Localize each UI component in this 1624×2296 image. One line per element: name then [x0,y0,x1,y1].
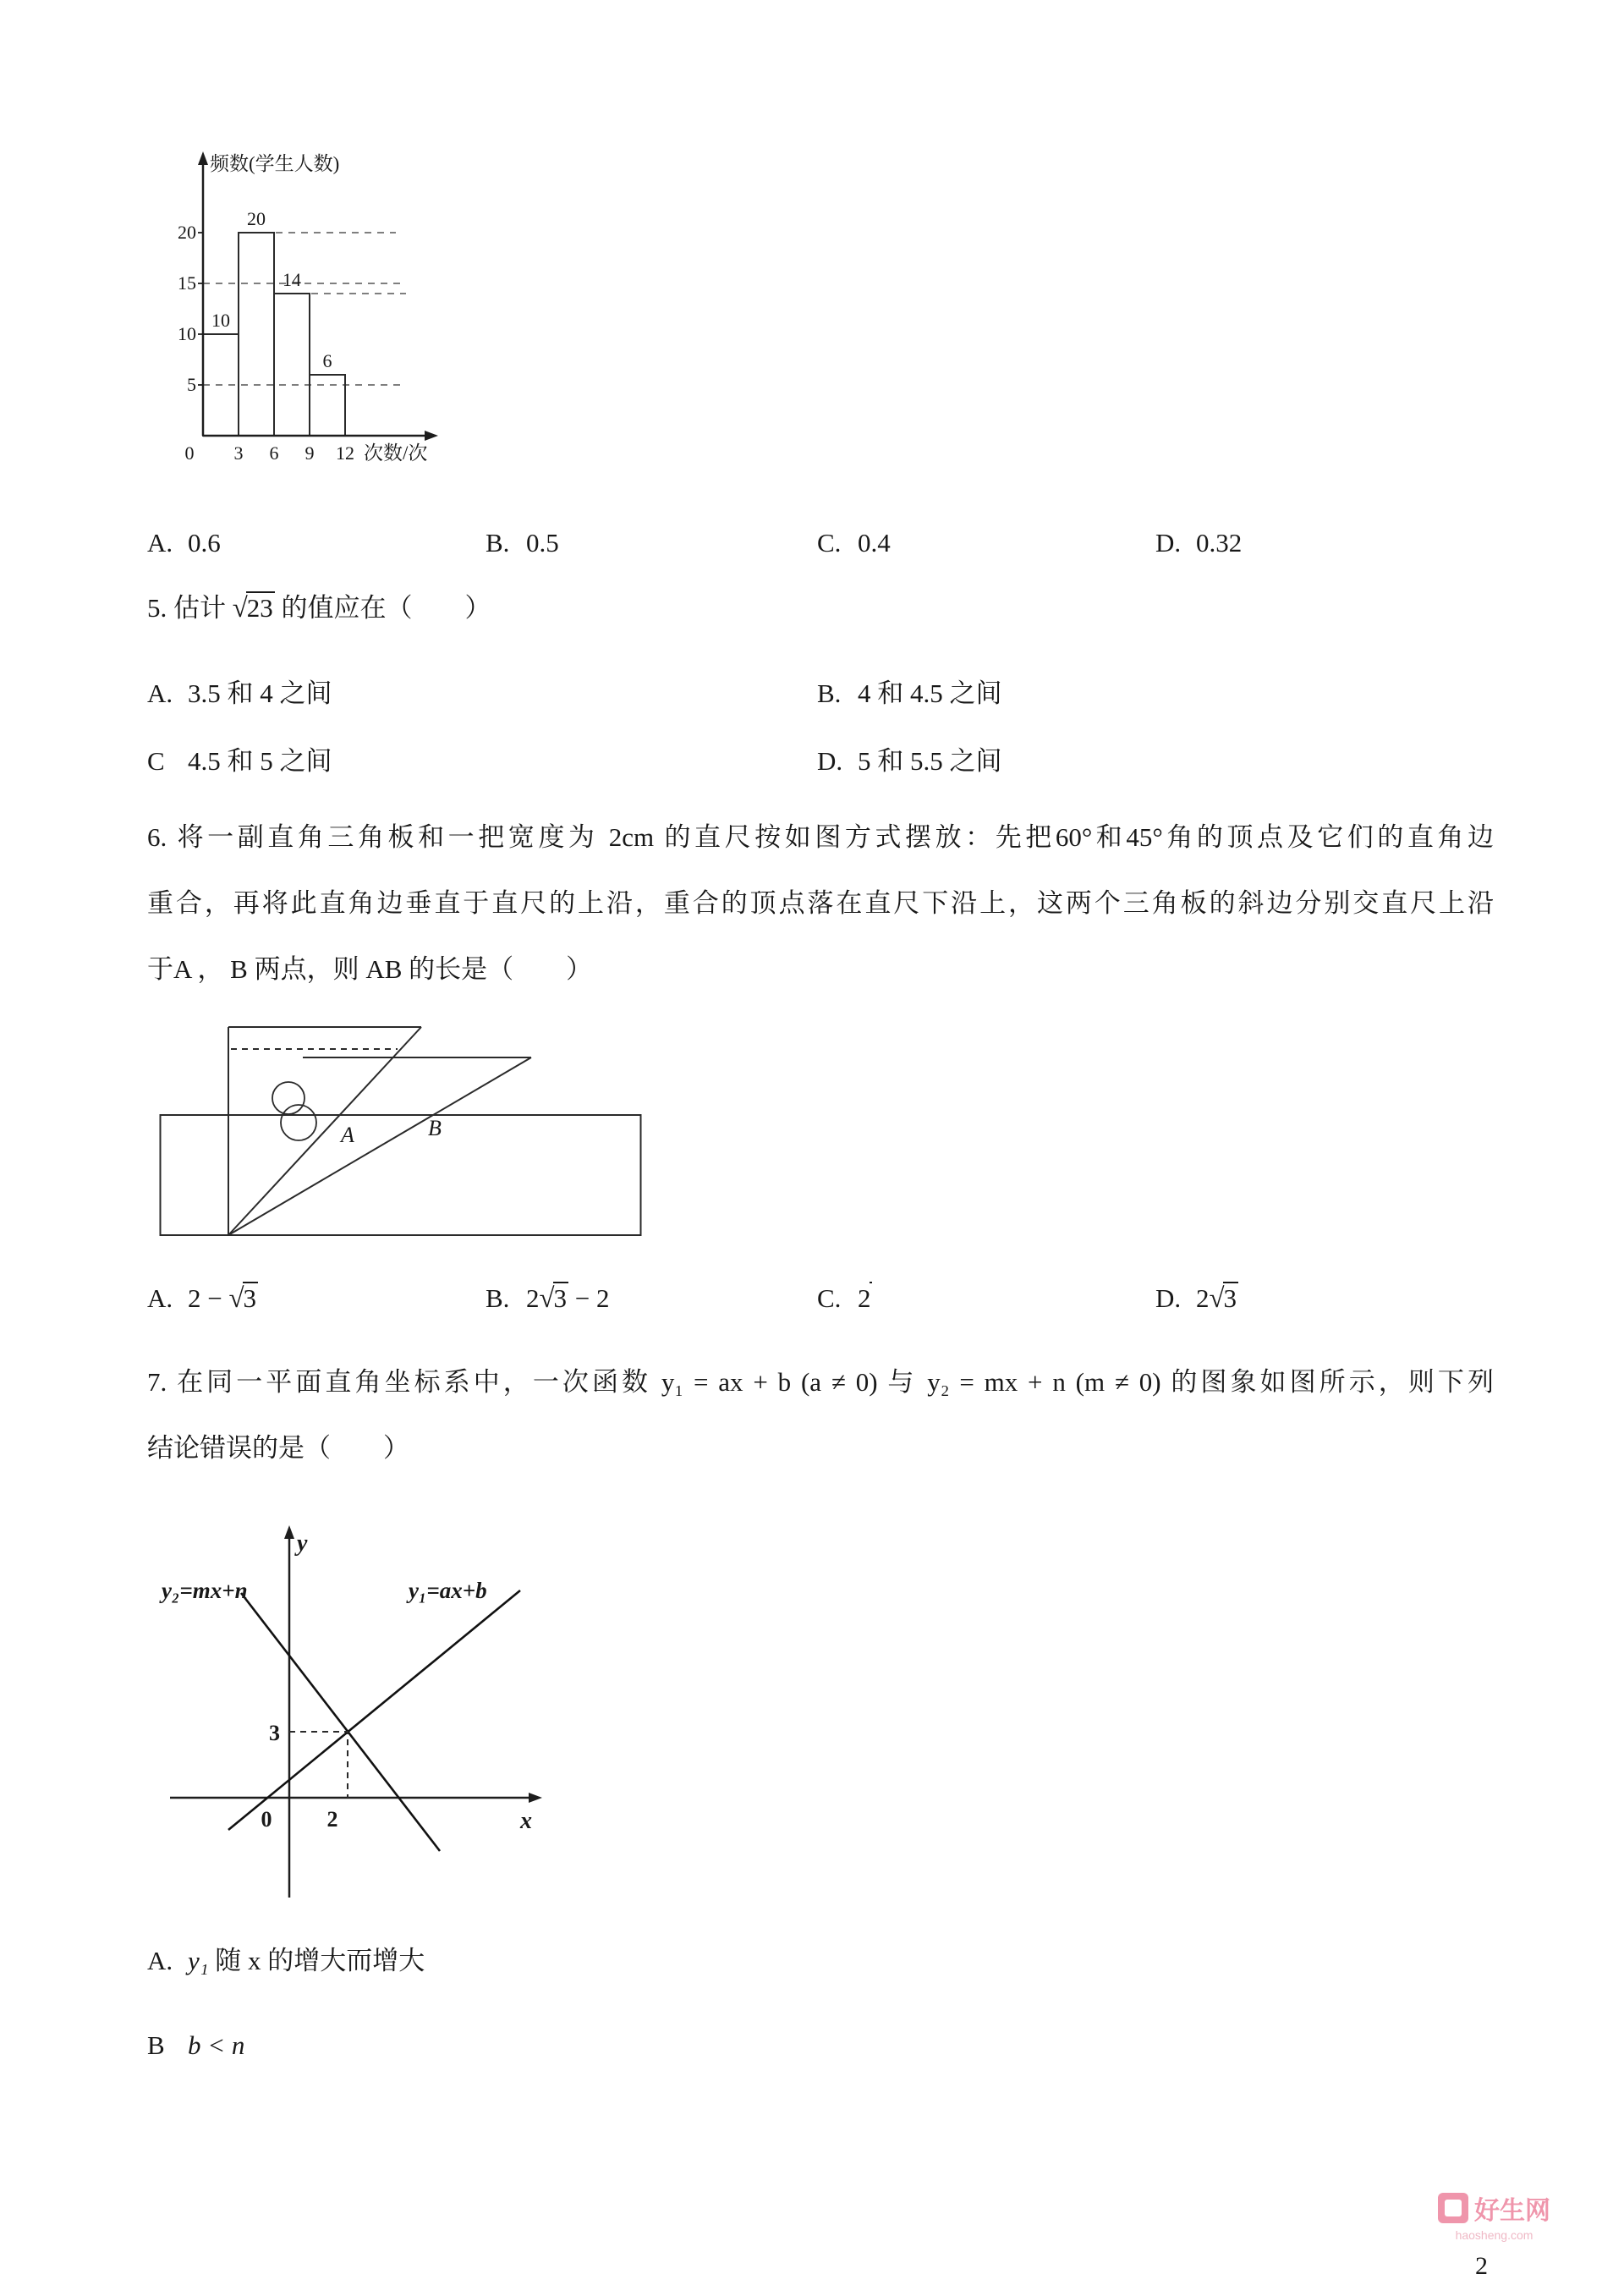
x-tick-3: 3 [233,442,244,464]
option-label: D. [1155,1283,1182,1313]
y-tick-20: 20 [178,222,196,243]
option-math: b < n [188,2030,245,2060]
origin-label: 0 [184,442,195,464]
q4-option-b [486,525,559,563]
line-y1-increasing [228,1590,520,1830]
option-label: A. [147,678,173,708]
ruler-outline [161,1115,641,1235]
q6-option-d [1155,1279,1238,1320]
option-label: B. [486,528,510,558]
y-value-3: 3 [269,1721,280,1745]
radicand: 3 [553,1283,568,1313]
set-square-edges [228,1027,531,1235]
q5-option-a [147,675,332,713]
option-label: C. [817,528,842,558]
radicand: 3 [1223,1283,1237,1313]
option-label: B [147,2030,165,2060]
q4-option-c [817,525,891,563]
watermark-name: 好生网 [1474,2197,1550,2225]
histogram-axes [198,151,438,441]
y-tick-15: 15 [178,272,196,294]
option-text: 3.5 和 4 之间 [188,678,332,708]
q5-option-b [817,675,1002,713]
x-tick-9: 9 [304,442,315,464]
q6-option-a [147,1279,258,1320]
option-label: B. [486,1283,510,1313]
q6-line-2: 重合，再将此直角边垂直于直尺的上沿，重合的顶点落在直尺下沿上，这两个三角板的斜边分别交直尺上沿 [147,888,1494,918]
bar-label-10: 10 [211,310,230,331]
q5-option-d [817,743,1002,781]
option-text: 0.4 [858,528,891,558]
option-math: 2 [858,1283,871,1313]
radicand: 3 [243,1283,257,1313]
watermark [1438,2189,1550,2242]
q5-suffix: 的值应在（ ） [274,593,491,623]
point-a-label: A [341,1123,354,1147]
origin-label: 0 [261,1807,272,1832]
question-5-stem [147,589,491,629]
q5-option-c [147,743,332,781]
q4-option-a [147,525,221,563]
q6-option-b [486,1279,610,1320]
option-text: 0.6 [188,528,221,558]
option-text: 随 x 的增大而增大 [208,1946,425,1975]
bar-label-20: 20 [247,208,266,229]
q5-radicand: 23 [246,593,273,623]
option-math: 2 − √3 [188,1283,257,1314]
sqrt-sign: √ [228,1283,244,1314]
option-label: B. [817,678,842,708]
q6-option-c [817,1279,872,1320]
x-tick-6: 6 [269,442,279,464]
y1-function-label: y₁=ax+b [409,1578,487,1603]
option-label: C. [817,1283,842,1313]
histogram-gridlines [203,233,406,385]
q6-line-1: 6. 将一副直角三角板和一把宽度为 2cm 的直尺按如图方式摆放：先把60°和45°角的顶点及它们的直角边 [147,822,1494,852]
radicand [870,1282,872,1313]
histogram-y-title: 频数(学生人数) [210,153,340,174]
point-b-label: B [428,1116,442,1140]
sqrt-sign: √ [232,593,248,623]
option-label: D. [817,746,843,776]
q7-option-a [147,1942,425,1980]
y-tick-10: 10 [178,323,196,344]
option-math: 2√3 [1196,1283,1237,1314]
watermark-logo-icon [1438,2193,1468,2223]
q5-prefix: 5. 估计 [147,593,233,623]
option-math: y₁ [188,1946,209,1975]
sqrt-sign: √ [539,1283,555,1314]
option-label: A. [147,1283,173,1313]
bar-label-6: 6 [322,350,332,371]
histogram-x-title: 次数/次 [364,442,428,464]
bar-label-14: 14 [283,269,301,290]
linear-functions-graph [156,1519,562,1908]
option-text: 5 和 5.5 之间 [858,746,1002,776]
option-text: 4.5 和 5 之间 [188,746,332,776]
q7-option-b [147,2027,244,2065]
option-text: 4 和 4.5 之间 [858,678,1002,708]
option-label: C [147,746,165,776]
option-text: 0.32 [1196,528,1243,558]
option-text: 0.5 [526,528,559,558]
y-tick-5: 5 [187,374,196,395]
y2-function-label: y₂=mx+n [162,1578,248,1603]
y-axis-label: y [297,1530,308,1557]
option-label: A. [147,528,173,558]
dashed-guides [289,1732,348,1798]
vertex-circles [272,1082,316,1140]
q7-line-2: 结论错误的是（ ） [147,1433,409,1463]
x-axis-label: x [520,1808,532,1834]
x-tick-12: 12 [336,442,354,464]
option-label: D. [1155,528,1182,558]
q7-line-1: 7. 在同一平面直角坐标系中，一次函数 y₁ = ax + b (a ≠ 0) 与 y₂ = mx + n (m ≠ 0) 的图象如图所示，则下列 [147,1367,1494,1397]
sqrt-sign: √ [1209,1283,1225,1314]
q4-option-d [1155,525,1242,563]
histogram-figure [152,131,499,503]
q6-line-3: 于A ， B 两点，则 AB 的长是（ ） [147,954,593,984]
histogram-bars [203,233,345,436]
watermark-domain: haosheng.com [1455,2228,1533,2242]
option-label: A. [147,1946,173,1975]
x-value-2: 2 [326,1807,338,1832]
page-number: 2 [1475,2252,1488,2280]
triangle-ruler-figure [159,1015,643,1239]
option-math: 2√3 − 2 [526,1283,610,1314]
